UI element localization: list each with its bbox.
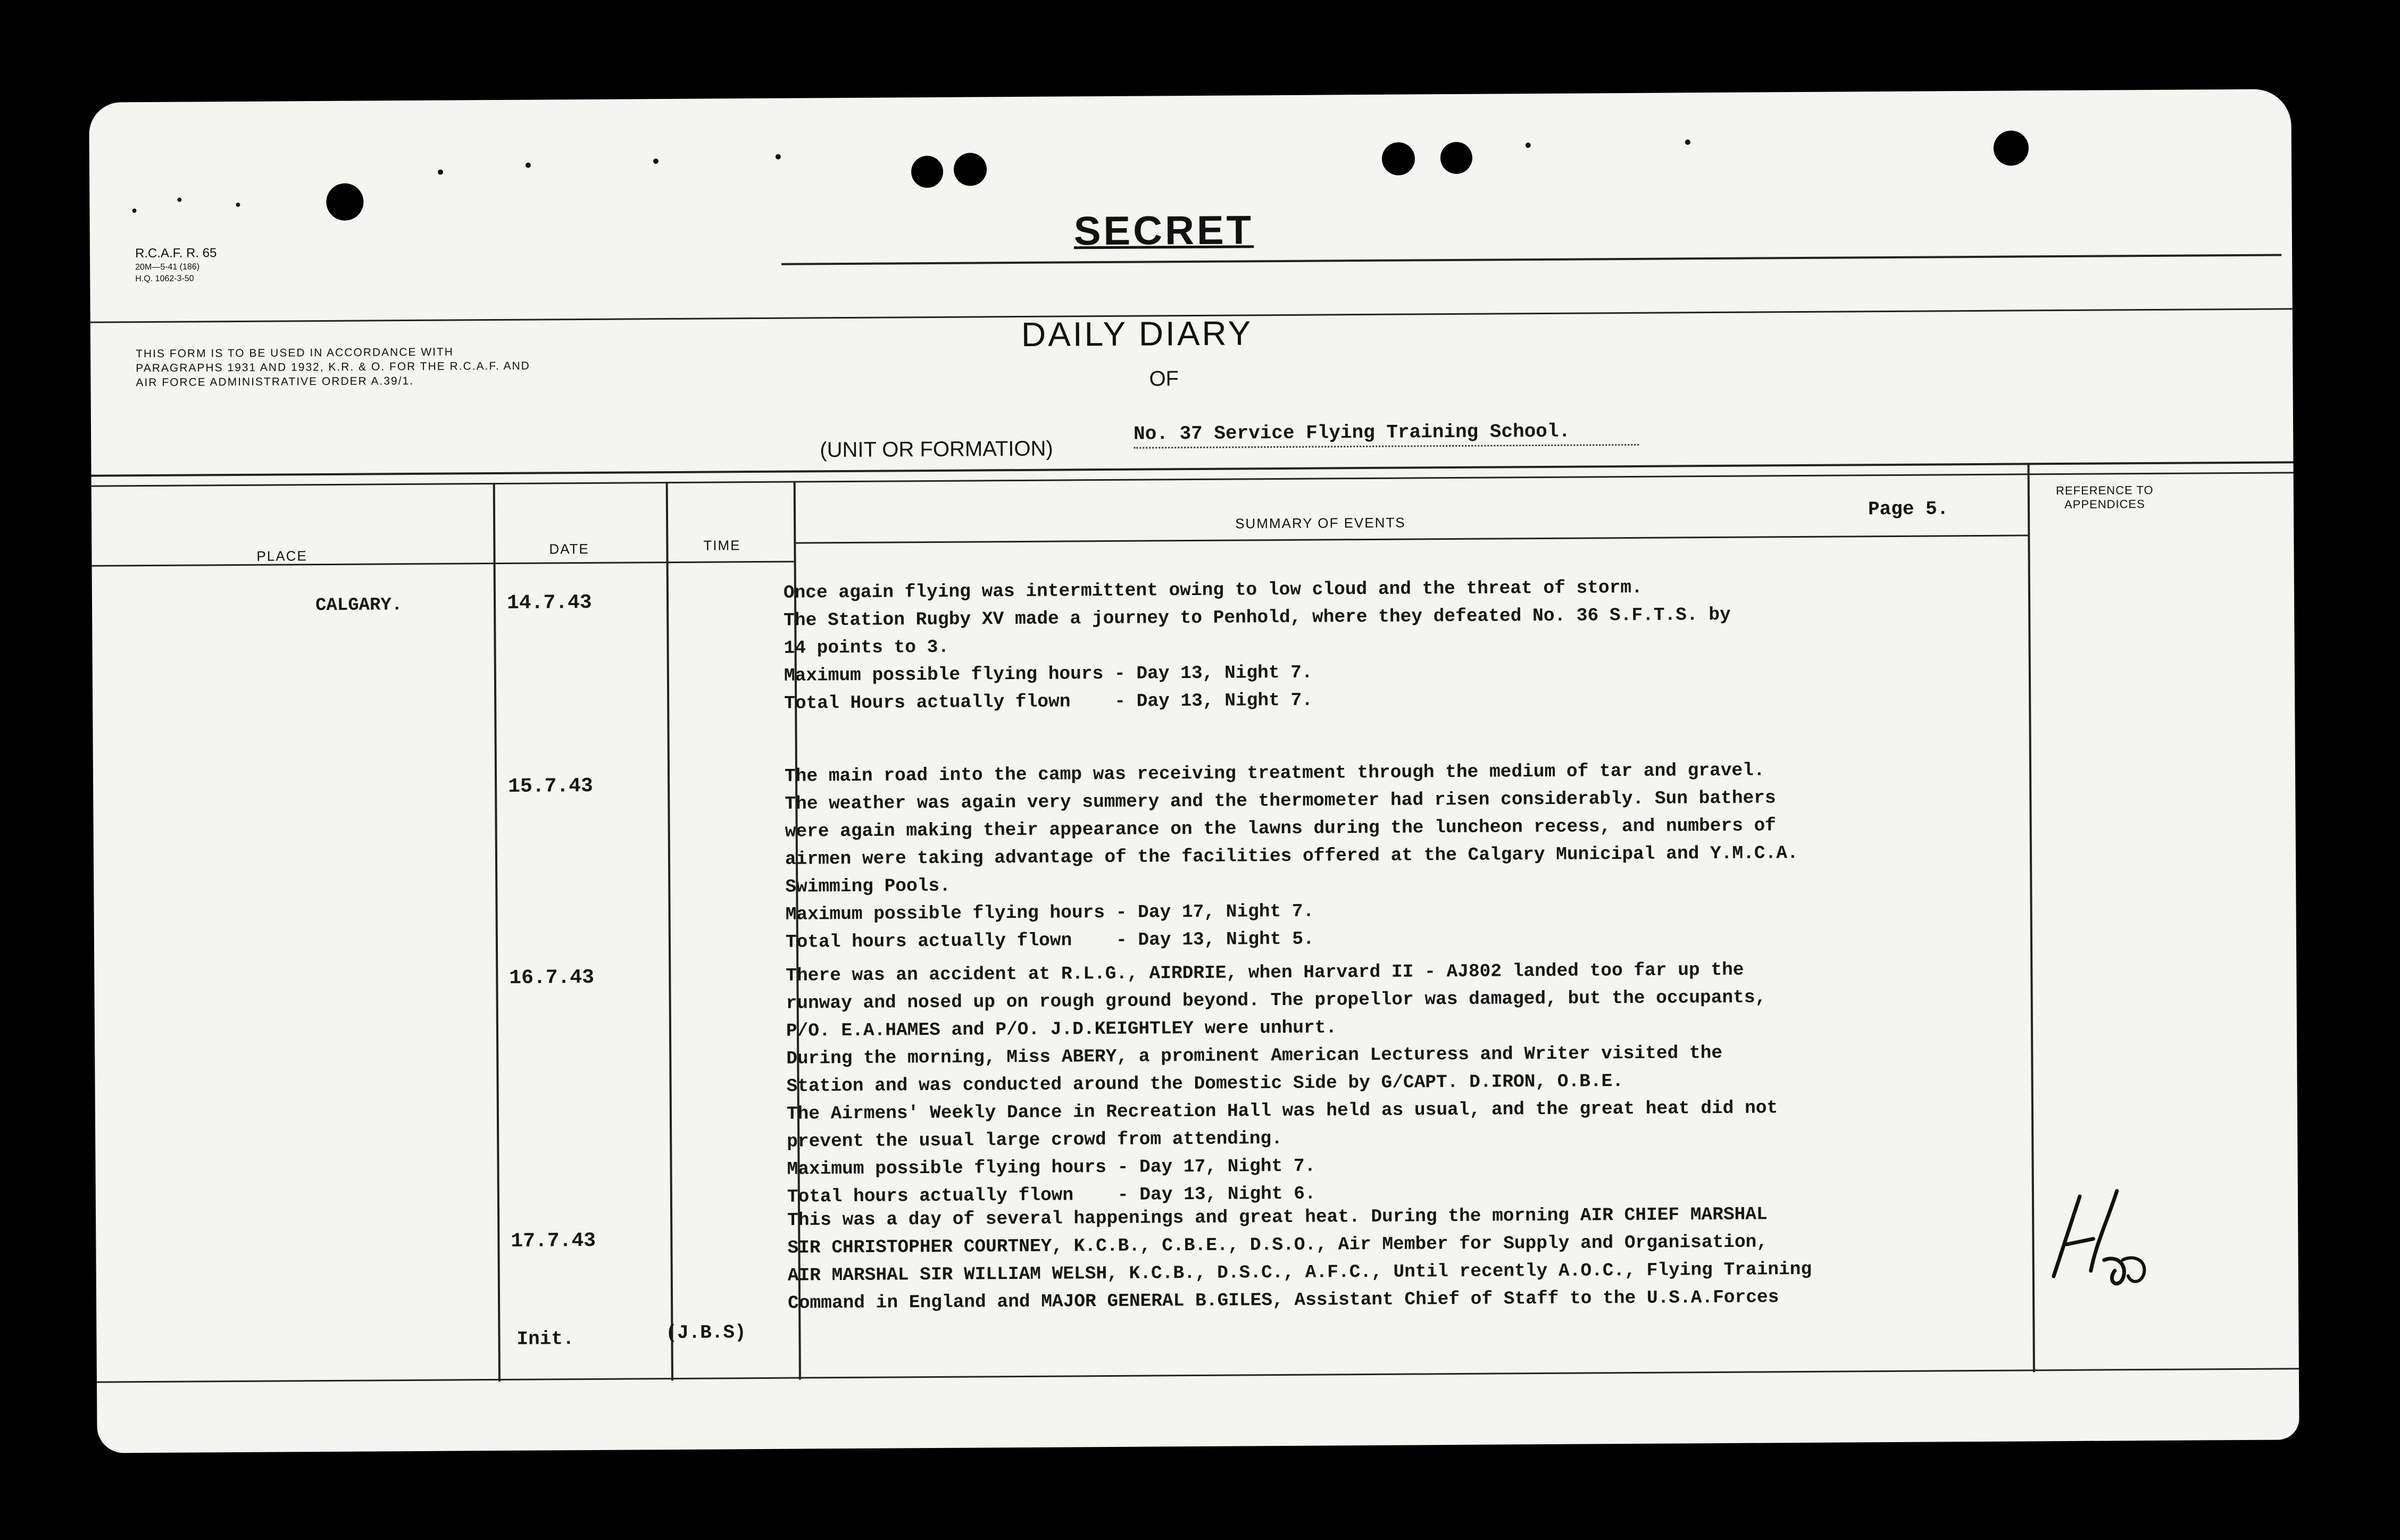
unit-name: No. 37 Service Flying Training School. xyxy=(1134,420,1639,449)
entry-date: 17.7.43 xyxy=(511,1229,596,1253)
form-identifier xyxy=(135,245,217,285)
speck xyxy=(776,154,781,160)
speck xyxy=(1685,139,1690,145)
column-header-place: PLACE xyxy=(256,548,307,564)
speck xyxy=(177,198,181,202)
speck xyxy=(526,163,531,168)
speck xyxy=(236,203,240,207)
entry-line: 14 points to 3. xyxy=(784,637,949,659)
entry-line: Maximum possible flying hours - Day 13, Night 7. xyxy=(784,662,1313,687)
entry-line: runway and nosed up on rough ground beyond. The propellor was damaged, but the occupants, xyxy=(786,987,1766,1014)
speck xyxy=(438,170,443,175)
column-divider xyxy=(666,482,673,1380)
diary-entry xyxy=(785,756,2009,957)
entry-line: During the morning, Miss ABERY, a prominent American Lecturess and Writer visited the xyxy=(786,1042,1723,1069)
entry-line: SIR CHRISTOPHER COURTNEY, K.C.B., C.B.E., D.S.O., Air Member for Supply and Organisation, xyxy=(787,1232,1768,1259)
punch-hole xyxy=(954,153,987,186)
speck xyxy=(132,208,137,213)
print-line: H.Q. 1062-3-50 xyxy=(135,274,194,284)
entry-line: AIR MARSHAL SIR WILLIAM WELSH, K.C.B., D.S.C., A.F.C., Until recently A.O.C., Flying Training xyxy=(787,1259,1812,1286)
column-header-date: DATE xyxy=(549,540,589,557)
classification-stamp: SECRET xyxy=(1073,207,1254,254)
entry-line: Total Hours actually flown - Day 13, Night 7. xyxy=(784,690,1313,714)
entry-line: Total hours actually flown - Day 13, Night 5. xyxy=(785,928,1314,953)
signature-mark xyxy=(2043,1180,2160,1298)
entry-line: Swimming Pools. xyxy=(785,875,951,898)
entry-line: airmen were taking advantage of the facilities offered at the Calgary Municipal and Y.M.C.A. xyxy=(785,843,1798,870)
page-number: Page 5. xyxy=(1868,498,1949,521)
punch-hole xyxy=(911,156,943,188)
table-bottom-rule xyxy=(97,1368,2299,1383)
header-bottom-rule xyxy=(92,561,794,567)
entry-line: This was a day of several happenings and great heat. During the morning AIR CHIEF MARSHAL xyxy=(787,1204,1768,1231)
diary-entry xyxy=(787,1200,2011,1318)
speck xyxy=(1526,143,1531,148)
entry-line: The Airmens' Weekly Dance in Recreation Hall was held as usual, and the great heat did not xyxy=(786,1098,1778,1125)
form-instructions: THIS FORM IS TO BE USED IN ACCORDANCE WITH PARAGRAPHS 1931 AND 1932, K.R. & O. FOR THE R.C.A.F. AND AIR FORCE ADMINISTRATIVE ORDER A.39/1. xyxy=(136,346,530,389)
of-label: OF xyxy=(1149,367,1179,391)
entry-line: Maximum possible flying hours - Day 17, Night 7. xyxy=(785,901,1314,925)
entry-line: Command in England and MAJOR GENERAL B.GILES, Assistant Chief of Staff to the U.S.A.Forces xyxy=(787,1287,1779,1314)
init-label: Init. xyxy=(516,1328,574,1350)
column-divider xyxy=(493,483,501,1382)
entry-line: Station and was conducted around the Domestic Side by G/CAPT. D.IRON, O.B.E. xyxy=(786,1071,1624,1097)
summary-header-rule xyxy=(794,534,2028,543)
punch-hole xyxy=(1382,142,1415,175)
officer-initials: (J.B.S) xyxy=(665,1321,746,1344)
print-line: 20M—5-41 (186) xyxy=(135,262,200,272)
entry-line: prevent the usual large crowd from attending. xyxy=(787,1128,1283,1152)
place-value: CALGARY. xyxy=(315,595,403,616)
unit-label: (UNIT OR FORMATION) xyxy=(820,437,1053,462)
column-header-reference: REFERENCE TO APPENDICES xyxy=(2055,483,2154,511)
column-header-summary: SUMMARY OF EVENTS xyxy=(1235,514,1406,532)
entry-line: P/O. E.A.HAMES and P/O. J.D.KEIGHTLEY were unhurt. xyxy=(786,1017,1337,1042)
form-code: R.C.A.F. R. 65 xyxy=(135,246,217,261)
entry-line: Maximum possible flying hours - Day 17, Night 7. xyxy=(787,1156,1316,1180)
entry-date: 14.7.43 xyxy=(506,591,592,615)
entry-line: were again making their appearance on the lawns during the luncheon recess, and numbers of xyxy=(785,815,1777,842)
punch-hole xyxy=(1994,130,2029,165)
diary-form xyxy=(89,89,2299,1453)
diary-entry xyxy=(786,955,2011,1211)
entry-line: The weather was again very summery and the thermometer had risen considerably. Sun bathers xyxy=(785,788,1776,815)
entry-line: Once again flying was intermittent owing to low cloud and the threat of storm. xyxy=(783,577,1643,604)
column-header-time: TIME xyxy=(703,537,741,554)
form-title: DAILY DIARY xyxy=(1021,314,1253,354)
entry-line: The Station Rugby XV made a journey to Penhold, where they defeated No. 36 S.F.T.S. by xyxy=(784,604,1731,631)
entry-line: There was an accident at R.L.G., AIRDRIE, when Harvard II - AJ802 landed too far up the xyxy=(786,959,1744,986)
diary-entry xyxy=(784,572,2008,718)
column-divider xyxy=(2027,463,2035,1372)
entry-date: 15.7.43 xyxy=(508,774,593,798)
punch-hole xyxy=(1440,142,1472,174)
entry-line: The main road into the camp was receiving treatment through the medium of tar and gravel. xyxy=(784,760,1765,787)
speck xyxy=(653,158,659,164)
entry-date: 16.7.43 xyxy=(509,966,595,990)
punch-hole xyxy=(326,183,363,221)
header-rule xyxy=(781,254,2281,265)
entry-line: Total hours actually flown - Day 13, Night 6. xyxy=(787,1183,1316,1208)
